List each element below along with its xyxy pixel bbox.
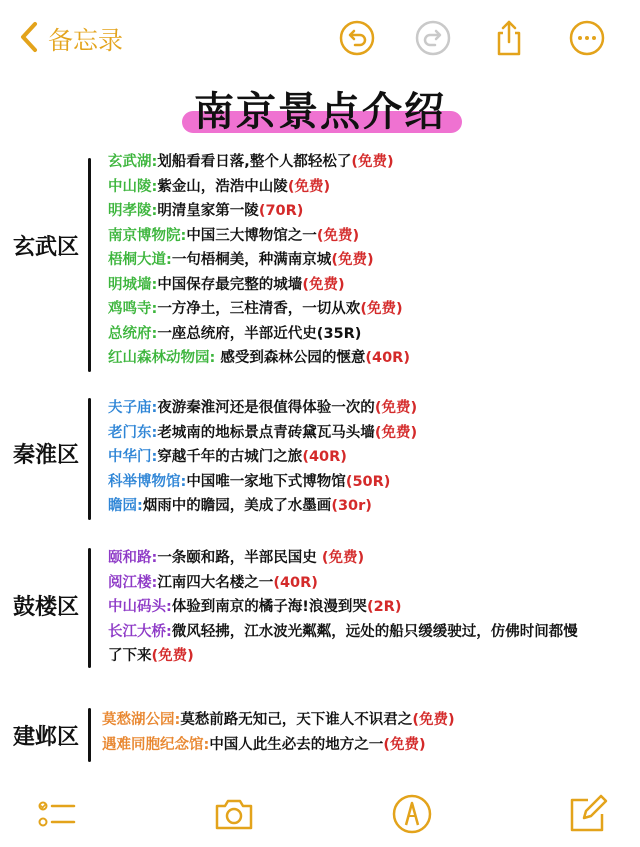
top-nav-bar bbox=[0, 0, 640, 80]
section-divider bbox=[88, 548, 91, 668]
share-button[interactable] bbox=[489, 18, 529, 58]
list-item[interactable]: 鸡鸣寺:一方净土，三柱清香，一切从欢(免费) bbox=[108, 301, 403, 317]
list-item[interactable]: 梧桐大道:一句梧桐美，种满南京城(免费) bbox=[108, 252, 374, 268]
district-label: 秦淮区 bbox=[12, 443, 79, 468]
attraction-list bbox=[102, 708, 602, 757]
compose-button[interactable] bbox=[566, 792, 610, 836]
camera-button[interactable] bbox=[212, 792, 256, 836]
list-item[interactable]: 莫愁湖公园:莫愁前路无知己，天下谁人不识君之(免费) bbox=[102, 712, 455, 728]
attraction-list bbox=[108, 150, 608, 371]
district-label: 鼓楼区 bbox=[12, 595, 79, 620]
share-icon bbox=[489, 18, 529, 58]
list-item[interactable]: 红山森林动物园: 感受到森林公园的惬意(40R) bbox=[108, 350, 410, 366]
attraction-list bbox=[108, 546, 608, 669]
attraction-list bbox=[108, 396, 608, 519]
list-item[interactable]: 明城墙:中国保存最完整的城墙(免费) bbox=[108, 276, 345, 293]
section-divider bbox=[88, 708, 91, 762]
list-item[interactable]: 总统府:一座总统府，半部近代史(35R) bbox=[108, 325, 362, 342]
list-item[interactable]: 中山陵:紫金山，浩浩中山陵(免费) bbox=[108, 178, 331, 195]
bottom-toolbar bbox=[0, 790, 640, 847]
list-item[interactable]: 遇难同胞纪念馆:中国人此生必去的地方之一(免费) bbox=[102, 736, 426, 753]
markup-button[interactable] bbox=[390, 792, 434, 836]
district-label: 玄武区 bbox=[12, 235, 79, 260]
markup-pen-icon bbox=[390, 792, 434, 836]
list-item[interactable]: 长江大桥:微风轻拂，江水波光粼粼，远处的船只缓缓驶过，仿佛时间都慢了下来(免费) bbox=[108, 623, 578, 664]
district-label: 建邺区 bbox=[12, 725, 79, 750]
note-title[interactable] bbox=[186, 80, 454, 137]
redo-button[interactable] bbox=[413, 18, 453, 58]
section-qinhuai bbox=[0, 396, 640, 526]
more-icon bbox=[567, 18, 607, 58]
checklist-icon bbox=[34, 792, 78, 836]
list-item[interactable]: 老门东:老城南的地标景点青砖黛瓦马头墙(免费) bbox=[108, 424, 418, 441]
note-title-text: 南京景点介绍 bbox=[194, 88, 446, 135]
checklist-button[interactable] bbox=[34, 792, 78, 836]
list-item[interactable]: 阅江楼:江南四大名楼之一(40R) bbox=[108, 574, 318, 591]
list-item[interactable]: 中华门:穿越千年的古城门之旅(40R) bbox=[108, 449, 347, 465]
section-divider bbox=[88, 398, 91, 520]
title-area bbox=[0, 80, 640, 136]
list-item[interactable]: 科举博物馆:中国唯一家地下式博物馆(50R) bbox=[108, 473, 391, 490]
chevron-left-icon bbox=[18, 20, 40, 58]
undo-button[interactable] bbox=[337, 18, 377, 58]
list-item[interactable]: 中山码头:体验到南京的橘子海!浪漫到哭(2R) bbox=[108, 599, 402, 615]
undo-icon bbox=[337, 18, 377, 58]
more-button[interactable] bbox=[567, 18, 607, 58]
camera-icon bbox=[212, 792, 256, 836]
section-xuanwu bbox=[0, 150, 640, 380]
list-item[interactable]: 瞻园:烟雨中的瞻园，美成了水墨画(30r) bbox=[108, 498, 372, 514]
section-divider bbox=[88, 158, 91, 372]
list-item[interactable]: 南京博物院:中国三大博物馆之一(免费) bbox=[108, 227, 360, 244]
redo-icon bbox=[413, 18, 453, 58]
compose-icon bbox=[566, 792, 610, 836]
list-item[interactable]: 明孝陵:明清皇家第一陵(70R) bbox=[108, 203, 304, 219]
section-jianye bbox=[0, 708, 640, 764]
back-button[interactable] bbox=[18, 20, 123, 58]
list-item[interactable]: 玄武湖:划船看看日落,整个人都轻松了(免费) bbox=[108, 154, 394, 170]
list-item[interactable]: 夫子庙:夜游秦淮河还是很值得体验一次的(免费) bbox=[108, 400, 418, 416]
section-gulou bbox=[0, 546, 640, 672]
back-label: 备忘录 bbox=[48, 26, 124, 55]
list-item[interactable]: 颐和路:一条颐和路，半部民国史 (免费) bbox=[108, 550, 365, 566]
